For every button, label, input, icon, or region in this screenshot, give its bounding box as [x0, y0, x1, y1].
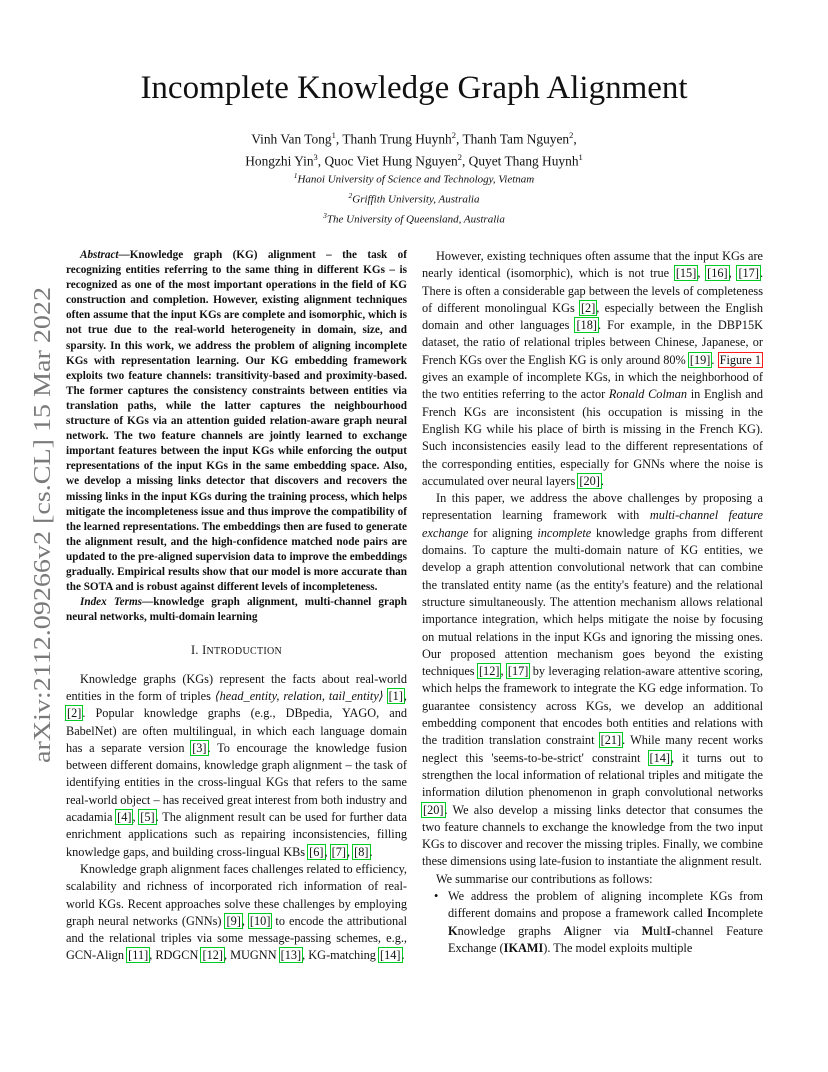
citation-link[interactable]: [15]	[675, 266, 697, 281]
author-name: Quoc Viet Hung Nguyen	[324, 153, 458, 169]
affiliation-number: 1	[293, 171, 298, 180]
affiliation-list	[0, 168, 828, 228]
intro-paragraph-3: However, existing techniques often assume that the input KGs are nearly identical (isomorphic), which is not true [15], [16], [17]. There is often a considerable gap between the levels of completeness of different monolingual KGs [2], especially between the English domain and other languages [18]. For example, in the DBP15K dataset, the ratio of relational triples between Chinese, Japanese, or French KGs over the English KG is only around 80% [19]. Figure 1 gives an example of incomplete KGs, in which the neighborhood of the two entities referring to the actor Ronald Colman in English and French KGs are inconsistent (his occupation is missing in the English KG while his place of birth is missing in the French KG). Such inconsistencies easily lead to the different representations of the corresponding entities, especially for GNNs where the noise is accumulated over neural layers [20].	[422, 249, 764, 488]
citation-link[interactable]: [2]	[580, 300, 596, 315]
citation-link[interactable]: [5]	[140, 810, 155, 825]
citation-link[interactable]: [4]	[117, 810, 132, 825]
figure-link[interactable]: Figure 1	[719, 352, 761, 367]
citation-link[interactable]: [7]	[331, 844, 346, 859]
affiliation-text: Griffith University, Australia	[352, 193, 480, 206]
author-line-2: Hongzhi Yin$^3$, Quoc Viet Hung Nguyen$^2$, Quyet Thang Huynh$^1$	[245, 152, 583, 169]
author-affil: 3	[313, 152, 318, 163]
section-heading-introduction	[66, 642, 407, 660]
contributions-lead: We summarise our contributions as follows:	[436, 871, 653, 886]
author-affil: 2	[569, 130, 574, 140]
affiliation-number: 2	[348, 191, 353, 201]
citation-link[interactable]: [12]	[202, 948, 223, 963]
author-name: Thanh Tam Nguyen	[462, 131, 570, 147]
citation-link[interactable]: [9]	[226, 913, 241, 928]
author-name: Quyet Thang Huynh	[468, 153, 579, 169]
triple-notation: ⟨head_entity, relation, tail_entity⟩	[214, 688, 384, 703]
citation-link[interactable]: [14]	[380, 948, 401, 963]
abstract-label: Abstract	[80, 249, 119, 261]
author-name: Hongzhi Yin	[245, 153, 314, 169]
citation-link[interactable]: [13]	[280, 948, 302, 963]
citation-link[interactable]: [8]	[354, 844, 369, 859]
abstract-text: —Knowledge graph (KG) alignment – the task of recognizing entities referring to the same thing in different KGs – is recognized as one of the most important operations in the field of KG construction and completion. However, existing alignment techniques often assume that the input KGs are complete and isomorphic, which is not true due to the real-world heterogeneity in domain, size, and sparsity. In this work, we address the problem of aligning incomplete KGs with representation learning. Our KG embedding framework exploits two feature channels: transitivity-based and proximity-based. The former captures the consistency constraints between entities via translation paths, while the latter captures the neighbourhood structure of KGs via an attention guided relation-aware graph neural network. The two feature channels are jointly learned to exchange important features between the input KGs while enforcing the output representations of the input KGs in the same embedding space. Also, we develop a missing links detector that discovers and recovers the missing links in the input KGs during the training process, which helps mitigate the incompleteness issue and thus improve the compatibility of the learned representations. The embeddings then are fused to generate the alignment result, and the high-confidence matched node pairs are updated to the pre-aligned supervision data to improve the embeddings gradually. Empirical results show that our model is more accurate than the SOTA and is robust against different levels of incompleteness.	[66, 249, 407, 594]
right-column	[422, 248, 763, 957]
intro-paragraph-4: In this paper, we address the above challenges by proposing a representation learning framework with multi-channel feature exchange for aligning incomplete knowledge graphs from different domains. To capture the multi-domain nature of KG entities, we develop a graph attention convolutional network that can combine the translated entity name (as the entity's feature) and the relational structure simultaneously. The attention mechanism allows relational importance integration, which helps mitigate the noise by focusing on mutual relations in the input KGs and ignoring the missing ones. Our proposed attention mechanism goes beyond the existing techniques [12], [17] by leveraging relation-aware attentive scoring, which helps the framework to integrate the KG edge information. To guarantee consistency across KGs, we develop an additional embedding component that encodes both entities and relations with the tradition translation constraint [21]. While many recent works neglect this 'seems-to-be-strict' constraint [14], it turns out to strengthen the local information of relational triples and mitigate the information dilution phenomenon in graph convolutional networks [20]. We also develop a missing links detector that consumes the two feature channels to exchange the knowledge from the two input KGs to discover and recover the missing triples. Finally, we combine these dimensions using late-fusion to instantiate the alignment result.	[422, 491, 764, 869]
citation-link[interactable]: [12]	[478, 664, 500, 679]
arxiv-id-text: arXiv:2112.09266v2 [cs.CL] 15 Mar 2022	[30, 355, 56, 763]
section-title-initial: I	[202, 643, 207, 658]
citation-link[interactable]: [6]	[309, 844, 324, 859]
citation-link[interactable]: [20]	[423, 802, 444, 817]
citation-link[interactable]: [18]	[576, 318, 597, 333]
citation-link[interactable]: [20]	[579, 473, 600, 488]
citation-link[interactable]: [14]	[649, 750, 670, 765]
author-affil: 1	[331, 130, 336, 140]
paragraph-text: [1], [2]. Popular knowledge graphs (e.g., DBpedia, YAGO, and BabelNet) are often multilingual, in which each language domain has a separate version [3]. To encourage the knowledge fusion between different domains, knowledge graph alignment – the task of identifying entities in the cross-lingual KGs that refers to the same real-world object – has received great interest from both industry and acadamia [4], [5]. The alignment result can be used for further data enrichment applications such as repairing inconsistencies, filling knowledge gaps, and building cross-lingual KBs [6], [7], [8].	[66, 688, 407, 859]
index-terms-label: Index Terms	[80, 596, 143, 609]
citation-link[interactable]: [11]	[128, 948, 149, 963]
section-title-rest: NTRODUCTION	[206, 646, 283, 658]
citation-link[interactable]: [1]	[388, 688, 403, 703]
citation-link[interactable]: [16]	[707, 266, 728, 281]
left-column	[66, 248, 407, 965]
citation-link[interactable]: [17]	[738, 266, 759, 281]
author-list	[0, 126, 828, 171]
author-line-1: Vinh Van Tong$^1$, Thanh Trung Huynh$^2$, Thanh Tam Nguyen$^2$,	[251, 130, 577, 147]
index-terms-text: —knowledge graph alignment, multi-channel graph neural networks, multi-domain learning	[66, 596, 407, 624]
abstract	[66, 248, 407, 595]
citation-link[interactable]: [21]	[600, 733, 622, 748]
affiliation	[0, 168, 828, 188]
affiliation-number: 3	[323, 211, 327, 221]
author-affil: 2	[451, 130, 456, 140]
intro-paragraph-1	[66, 671, 407, 861]
citation-link[interactable]: [10]	[249, 913, 271, 928]
author-name: Vinh Van Tong	[251, 131, 332, 147]
section-number: I.	[190, 643, 199, 658]
citation-link[interactable]: [3]	[192, 740, 207, 755]
citation-link[interactable]: [2]	[67, 706, 82, 721]
author-affil: 1	[578, 152, 583, 163]
arxiv-identifier	[18, 285, 62, 763]
intro-paragraph-2: Knowledge graph alignment faces challenges related to efficiency, scalability and richness of incorporated rich information of real-world KGs. Recent approaches solve these challenges by employing graph neural networks (GNNs) [9], [10] to encode the attributional and the relational triples via some message-passing schemes, e.g., GCN-Align [11], RDGCN [12], MUGNN [13], KG-matching [14].	[66, 861, 407, 963]
affiliation	[0, 208, 828, 228]
citation-link[interactable]: [19]	[689, 352, 711, 367]
author-affil: 2	[457, 152, 462, 163]
citation-link[interactable]: [17]	[507, 664, 529, 679]
affiliation	[0, 188, 828, 208]
paragraph-text: Knowledge graphs (KGs) represent the facts about real-world entities in the form of triples	[66, 671, 407, 703]
contribution-item: • We address the problem of aligning incomplete KGs from different domains and propose a framework called Incomplete Knowledge graphs Aligner via MultI-channel Feature Exchange (IKAMI). The model exploits multiple	[448, 888, 763, 957]
paper-title: Incomplete Knowledge Graph Alignment	[140, 70, 688, 106]
affiliation-text: The University of Queensland, Australia	[326, 213, 505, 226]
affiliation-text: Hanoi University of Science and Technology, Vietnam	[297, 173, 535, 186]
index-terms	[66, 595, 407, 625]
contribution-list	[422, 888, 763, 957]
author-name: Thanh Trung Huynh	[342, 131, 452, 147]
